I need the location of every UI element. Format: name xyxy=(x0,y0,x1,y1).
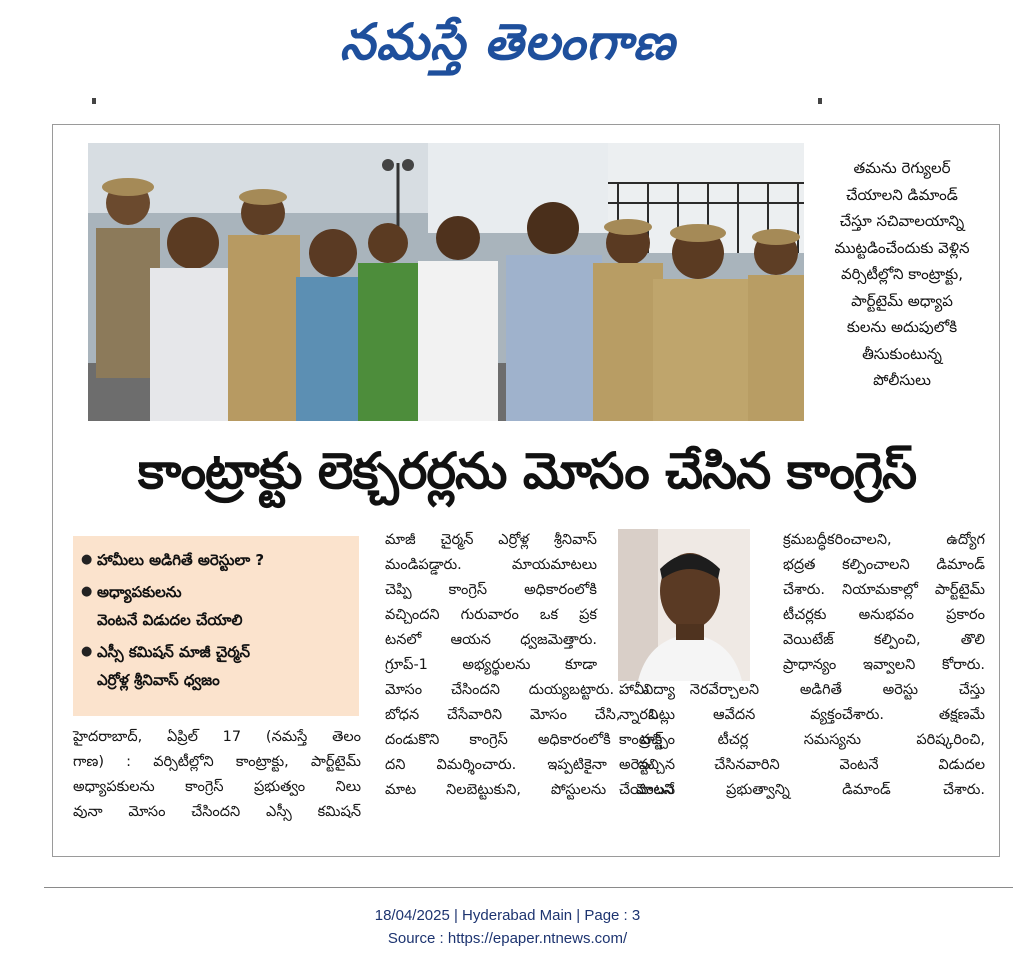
text-line: కాంట్రాక్ట్ టీచర్ల సమస్యను పరిష్కరించి, xyxy=(619,732,985,748)
page-marker xyxy=(92,98,96,104)
text-line: వచ్చిందని గురువారం ఒక ప్రక xyxy=(385,607,597,623)
news-photo xyxy=(88,143,804,421)
article-column-3 xyxy=(783,528,985,678)
protest-photo-illustration xyxy=(88,143,804,421)
text-line: హైదరాబాద్, ఏప్రిల్ 17 (నమస్తే తెలం xyxy=(73,729,361,745)
caption-line: చేస్తూ సచివాలయాన్ని xyxy=(839,212,965,230)
article-headline: కాంట్రాక్టు లెక్చరర్లను మోసం చేసిన కాంగ్రెస్ xyxy=(137,442,917,500)
text-line: గాణ) : వర్సిటీల్లోని కాంట్రాక్టు, పార్ట్‌టైమ్ xyxy=(73,754,361,770)
text-line: దండుకొని కాంగ్రెస్ అధికారంలోకి వచ్చిం xyxy=(385,732,675,748)
text-line: హామీ నెరవేర్చాలని అడిగితే అరెస్టు చేస్తు xyxy=(619,682,985,698)
caption-line: చేయాలని డిమాండ్ xyxy=(846,185,958,204)
text-line: బోధన చేసేవారిని మోసం చేసి, ఓట్లు xyxy=(385,707,675,723)
page-marker xyxy=(818,98,822,104)
text-line: టీచర్లకు అనుభవం ప్రకారం xyxy=(783,607,985,623)
highlight-line: అధ్యాపకులను xyxy=(97,583,182,601)
highlight-line: వెంటనే విడుదల చేయాలి xyxy=(97,611,243,629)
text-line: వునా మోసం చేసిందని ఎస్సీ కమిషన్ xyxy=(73,804,361,820)
highlight-line: హామీలు అడిగితే అరెస్టులా ? xyxy=(97,551,265,569)
bullet-icon: ● xyxy=(81,584,93,599)
text-line: ప్రాధాన్యం ఇవ్వాలని కోరారు. xyxy=(783,657,985,673)
text-line: చెప్పి కాంగ్రెస్ అధికారంలోకి xyxy=(385,582,597,598)
article-column-1 xyxy=(73,725,361,825)
caption-line: పోలీసులు xyxy=(873,371,931,389)
highlight-item xyxy=(81,578,351,634)
masthead xyxy=(0,0,1015,84)
text-line: గ్రూప్-1 అభ్యర్థులను కూడా xyxy=(385,657,597,673)
text-line: వెయిటేజ్ కల్పించి, తొలి xyxy=(783,632,985,648)
text-line: మాట నిలబెట్టుకుని, పోస్టులను వెంటనే xyxy=(385,782,675,798)
text-line: అధ్యాపకులను కాంగ్రెస్ ప్రభుత్వం నిలు xyxy=(73,779,361,795)
footer-source: Source : https://epaper.ntnews.com/ xyxy=(387,930,628,947)
footer-divider xyxy=(44,887,1013,888)
text-line: భద్రత కల్పించాలని డిమాండ్ xyxy=(783,557,985,573)
highlight-item xyxy=(81,546,351,574)
text-line: మోసం చేసిందని దుయ్యబట్టారు. విద్యా xyxy=(385,682,675,698)
bullet-icon: ● xyxy=(81,552,93,567)
caption-line: ముట్టడించేందుకు వెళ్లిన xyxy=(834,238,970,257)
article-column-3-wide xyxy=(619,678,985,803)
text-line: అరెస్టు చేసినవారిని వెంటనే విడుదల xyxy=(619,757,985,773)
footer-edition-info: 18/04/2025 | Hyderabad Main | Page : 3 xyxy=(374,907,641,924)
highlight-line: ఎస్సీ కమిషన్ మాజీ చైర్మన్ xyxy=(97,643,251,661)
text-line: టనలో ఆయన ధ్వజమెత్తారు. xyxy=(385,632,597,648)
caption-line: పార్ట్‌టైమ్ అధ్యాప xyxy=(851,291,953,310)
caption-line: తమను రెగ్యులర్ xyxy=(853,159,951,177)
news-clipping xyxy=(52,124,1000,857)
text-line: క్రమబద్ధీకరించాలని, ఉద్యోగ xyxy=(783,532,985,548)
newspaper-title: నమస్తే తెలంగాణ xyxy=(339,12,676,71)
portrait-photo xyxy=(618,529,750,681)
highlight-line: ఎర్రోళ్ల శ్రీనివాస్ ధ్వజం xyxy=(97,671,220,689)
portrait-illustration xyxy=(618,529,750,681)
text-line: దని విమర్శించారు. ఇప్పటికైనా ఇచ్చిన xyxy=(385,757,675,773)
text-line: మాజీ చైర్మన్ ఎర్రోళ్ల శ్రీనివాస్ xyxy=(385,532,597,548)
photo-caption xyxy=(813,155,991,394)
highlight-item xyxy=(81,638,351,694)
bullet-icon: ● xyxy=(81,644,93,659)
text-line: మండిపడ్డారు. మాయమాటలు xyxy=(385,557,597,573)
text-line: చేయాలని ప్రభుత్వాన్ని డిమాండ్ చేశారు. xyxy=(619,782,985,798)
highlights-box xyxy=(73,536,359,716)
caption-line: తీసుకుంటున్న xyxy=(862,344,942,363)
text-line: చేశారు. నియామకాల్లో పార్ట్‌టైమ్ xyxy=(783,582,985,598)
caption-line: వర్సిటీల్లోని కాంట్రాక్టు, xyxy=(840,265,964,283)
text-line: న్నారని ఆవేదన వ్యక్తంచేశారు. తక్షణమే xyxy=(619,707,985,723)
caption-line: కులను అదుపులోకి xyxy=(846,318,958,336)
